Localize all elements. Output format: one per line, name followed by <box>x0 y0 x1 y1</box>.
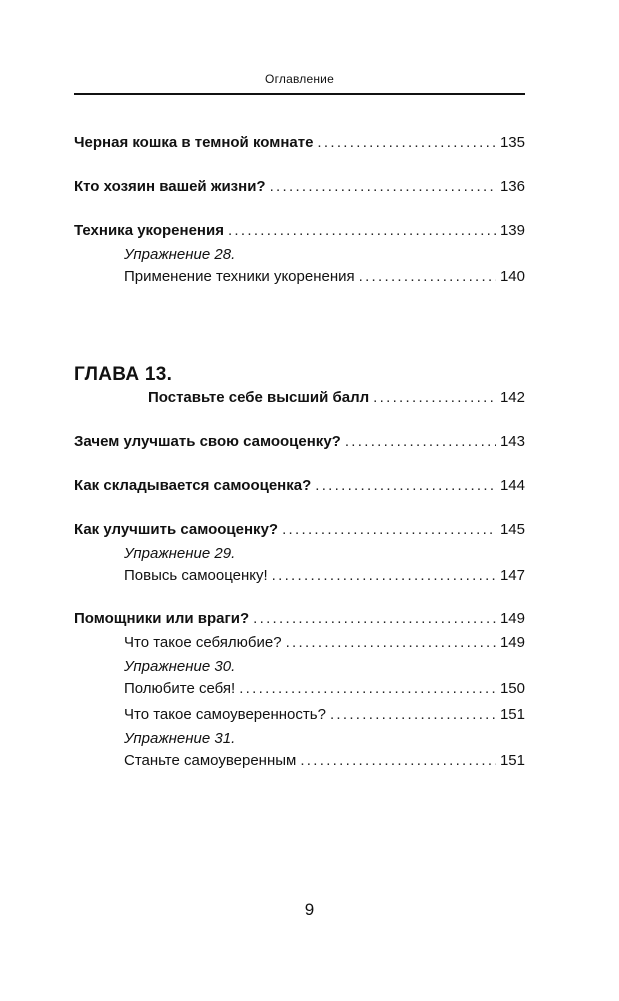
header-rule <box>74 93 525 95</box>
exercise-30-label: Упражнение 30. <box>124 658 236 675</box>
toc-entry-page: 149 <box>499 610 525 627</box>
toc-entry-exercise-30[interactable] <box>124 678 525 700</box>
toc-entry-self-confidence[interactable] <box>124 704 525 726</box>
toc-entry-page: 144 <box>499 477 525 494</box>
toc-entry-title: Зачем улучшать свою самооценку? <box>74 433 341 450</box>
dot-leader <box>253 608 496 630</box>
toc-entry-selfishness[interactable] <box>124 632 525 654</box>
toc-entry-title: Черная кошка в темной комнате <box>74 134 314 151</box>
toc-entry-title: Повысь самооценку! <box>124 567 268 584</box>
dot-leader <box>330 704 496 726</box>
toc-entry-title: Полюбите себя! <box>124 680 236 697</box>
toc-entry-title: Кто хозяин вашей жизни? <box>74 178 266 195</box>
dot-leader <box>270 176 496 198</box>
toc-entry-page: 139 <box>499 222 525 239</box>
toc-entry-how-improve[interactable] <box>74 519 525 541</box>
toc-entry-page: 140 <box>499 268 525 285</box>
toc-entry-title: Как складывается самооценка? <box>74 477 312 494</box>
toc-entry-exercise-28[interactable] <box>124 266 525 288</box>
toc-entry-title: Техника укоренения <box>74 222 224 239</box>
toc-entry-rooting-technique[interactable] <box>74 220 525 242</box>
dot-leader <box>228 220 496 242</box>
toc-entry-title: Применение техники укоренения <box>124 268 355 285</box>
toc-entry-black-cat[interactable] <box>74 132 525 154</box>
dot-leader <box>272 565 496 587</box>
dot-leader <box>315 475 496 497</box>
toc-entry-page: 147 <box>499 567 525 584</box>
toc-entry-title: Что такое самоуверенность? <box>124 706 326 723</box>
dot-leader <box>282 519 496 541</box>
page-number: 9 <box>304 900 315 919</box>
toc-entry-why-improve[interactable] <box>74 431 525 453</box>
toc-entry-title: Помощники или враги? <box>74 610 250 627</box>
toc-entry-title: Что такое себялюбие? <box>124 634 282 651</box>
dot-leader <box>286 632 496 654</box>
toc-entry-page: 135 <box>499 134 525 151</box>
dot-leader <box>359 266 496 288</box>
dot-leader <box>300 750 496 772</box>
toc-entry-page: 150 <box>499 680 525 697</box>
toc-entry-page: 136 <box>499 178 525 195</box>
dot-leader <box>345 431 496 453</box>
toc-entry-page: 149 <box>499 634 525 651</box>
toc-entry-page: 151 <box>499 706 525 723</box>
exercise-31-label: Упражнение 31. <box>124 730 236 747</box>
toc-entry-page: 151 <box>499 752 525 769</box>
toc-entry-title: Поставьте себе высший балл <box>148 389 370 406</box>
dot-leader <box>373 387 496 409</box>
dot-leader <box>317 132 496 154</box>
toc-entry-exercise-31[interactable] <box>124 750 525 772</box>
toc-entry-exercise-29[interactable] <box>124 565 525 587</box>
toc-entry-life-owner[interactable] <box>74 176 525 198</box>
toc-entry-page: 142 <box>499 389 525 406</box>
toc-entry-how-forms[interactable] <box>74 475 525 497</box>
toc-entry-page: 145 <box>499 521 525 538</box>
toc-entry-title: Как улучшить самооценку? <box>74 521 279 538</box>
exercise-28-label: Упражнение 28. <box>124 246 236 263</box>
toc-entry-title: Станьте самоуверенным <box>124 752 297 769</box>
dot-leader <box>239 678 496 700</box>
chapter-13-label: ГЛАВА 13. <box>74 364 173 385</box>
toc-entry-chapter-13[interactable] <box>148 387 525 409</box>
toc-entry-helpers[interactable] <box>74 608 525 630</box>
exercise-29-label: Упражнение 29. <box>124 545 236 562</box>
toc-entry-page: 143 <box>499 433 525 450</box>
running-header: Оглавление <box>265 72 334 86</box>
